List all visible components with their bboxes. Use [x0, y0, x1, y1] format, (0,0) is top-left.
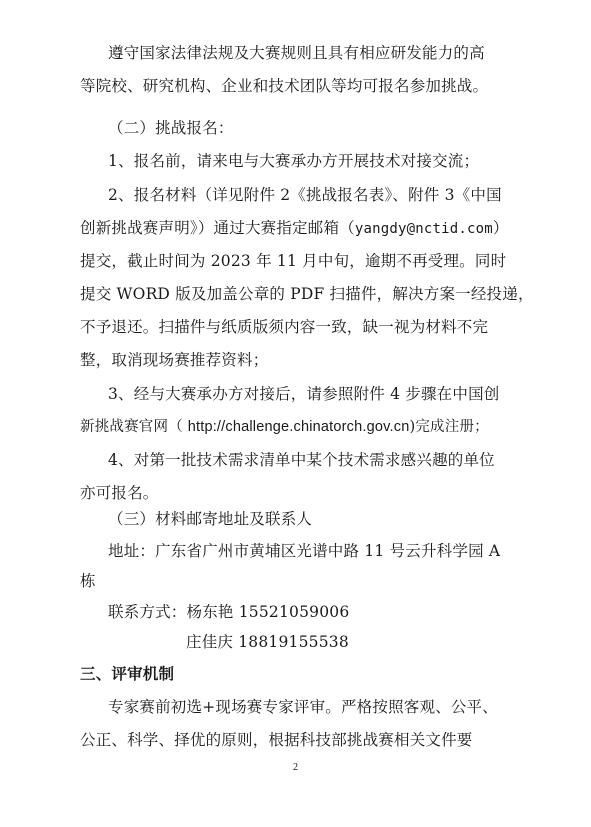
- contact-line: [108, 601, 349, 623]
- contact-label: 联系方式：: [108, 603, 187, 621]
- subheading-registration: （二）挑战报名：: [108, 119, 234, 137]
- text-span: ）: [492, 219, 509, 237]
- subheading-address: （三）材料邮寄地址及联系人: [108, 510, 313, 528]
- paragraph-line: 提交 WORD 版及加盖公章的 PDF 扫描件，解决方案一经投递，: [80, 285, 534, 303]
- paragraph-line: [80, 416, 489, 438]
- text-span: 创新挑战赛声明》）通过大赛指定邮箱（: [80, 219, 355, 237]
- paragraph-line: [80, 217, 509, 240]
- paragraph-line: 整，取消现场赛推荐资料；: [80, 351, 269, 369]
- list-item: 4、对第一批技术需求清单中某个技术需求感兴趣的单位: [108, 451, 495, 469]
- address-line: 栋: [80, 572, 96, 590]
- email-text: yangdy@nctid.com: [354, 221, 493, 237]
- paragraph-line: 专家赛前初选+现场赛专家评审。严格按照客观、公平、: [108, 698, 498, 716]
- section-heading: 三、评审机制: [80, 665, 175, 683]
- page-number: 2: [293, 762, 298, 773]
- paragraph-line: 等院校、研究机构、企业和技术团队等均可报名参加挑战。: [80, 77, 489, 95]
- contact-person: 庄佳庆 18819155538: [186, 633, 349, 651]
- paragraph-line: 提交，截止时间为 2023 年 11 月中旬，逾期不再受理。同时: [80, 252, 507, 270]
- list-item: 2、报名材料（详见附件 2《挑战报名表》、附件 3《中国: [108, 186, 502, 204]
- text-span: )完成注册；: [409, 419, 489, 435]
- paragraph-line: 亦可报名。: [80, 484, 159, 502]
- address-line: 地址：广东省广州市黄埔区光谱中路 11 号云升科学园 A: [108, 542, 501, 560]
- list-item: 1、报名前，请来电与大赛承办方开展技术对接交流；: [108, 152, 480, 170]
- paragraph-line: 不予退还。扫描件与纸质版须内容一致，缺一视为材料不完: [80, 318, 489, 336]
- url-text: http://challenge.chinatorch.gov.cn: [187, 419, 410, 435]
- paragraph-line: 公正、科学、择优的原则，根据科技部挑战赛相关文件要: [80, 731, 473, 749]
- contact-person: 杨东艳 15521059006: [186, 603, 350, 621]
- paragraph-line: 遵守国家法律法规及大赛规则且具有相应研发能力的高: [108, 44, 485, 62]
- text-span: 新挑战赛官网（: [80, 419, 188, 435]
- list-item: 3、经与大赛承办方对接后，请参照附件 4 步骤在中国创: [108, 385, 500, 403]
